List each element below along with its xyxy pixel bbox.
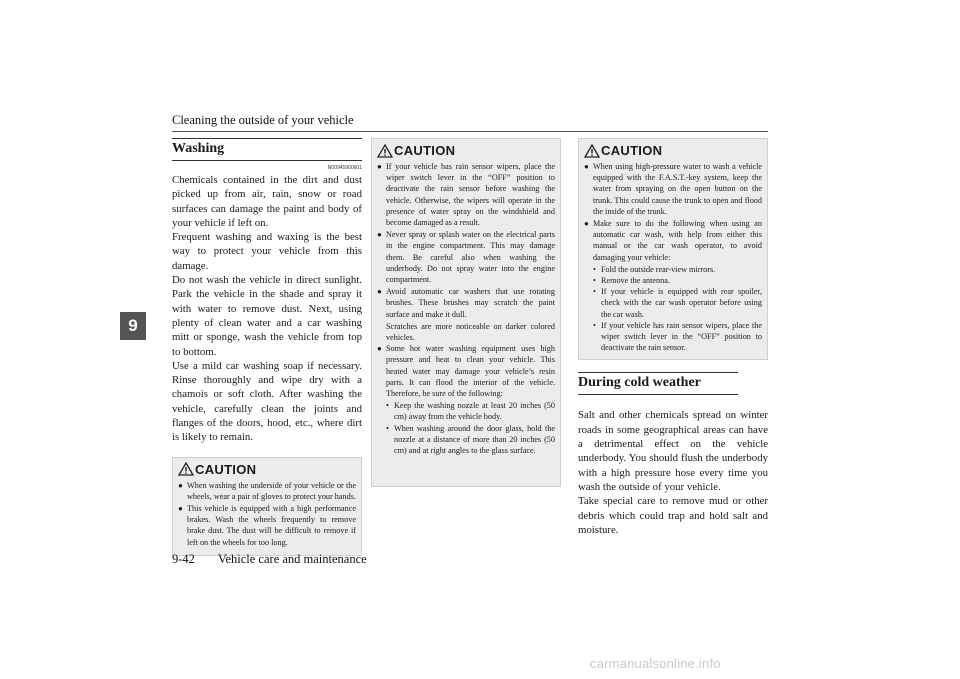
caution-item-text: When washing the underside of your vehicle or the wheels, wear a pair of gloves to protect your hands. <box>187 480 356 501</box>
paragraph: Frequent washing and waxing is the best way to protect your vehicle from this damage. <box>172 231 362 272</box>
caution-label: CAUTION <box>394 143 456 158</box>
caution-subitem <box>584 264 762 275</box>
caution-subitem <box>377 400 555 422</box>
caution-item <box>377 286 555 320</box>
bullet-icon: • <box>386 401 389 411</box>
paragraph: Take special care to remove mud or other debris which could trap and hold salt and moisture. <box>578 495 768 536</box>
caution-title <box>377 143 555 158</box>
bullet-icon: ● <box>178 480 183 490</box>
page-header-title: Cleaning the outside of your vehicle <box>172 113 354 127</box>
bullet-icon: • <box>593 264 596 274</box>
paragraph: Use a mild car washing soap if necessary. Rinse thoroughly and wipe dry with a chamois or soft cloth. After washing the vehicle, carefully clean the joints and flanges of the doors, hood, etc., where dirt is likely to remain. <box>172 359 362 444</box>
caution-note: Scratches are more noticeable on darker colored vehicles. <box>386 321 555 343</box>
caution-item-text: Never spray or splash water on the electrical parts in the engine compartment. This may damage them. Be careful also when washing the underbody. Do not spray water into the engine compartment. <box>386 230 555 285</box>
column-caution-3 <box>578 138 768 537</box>
bullet-icon: ● <box>377 344 382 354</box>
section-heading-washing: Washing <box>172 138 362 161</box>
caution-subitem-text: When washing around the door glass, hold the nozzle at a distance of more than 20 inches (50 cm) and at right angles to the glass surface. <box>394 423 555 456</box>
caution-item-text: When using high-pressure water to wash a vehicle equipped with the F.A.S.T.-key system, keep the water from spraying on the open button on the trunk. This could cause the trunk to open and flood the inside of the trunk. <box>593 162 762 216</box>
caution-title <box>584 143 762 158</box>
caution-label: CAUTION <box>195 461 257 477</box>
caution-subitem-text: Fold the outside rear-view mirrors. <box>601 264 716 274</box>
footer-section: Vehicle care and maintenance <box>217 552 367 566</box>
caution-box <box>172 457 362 556</box>
column-washing <box>172 138 362 556</box>
cold-weather-body <box>578 408 768 537</box>
page-footer <box>172 552 367 567</box>
chapter-tab: 9 <box>120 312 146 340</box>
caution-item-text: This vehicle is equipped with a high performance brakes. Wash the wheels frequently to remove brake dust. The dust will be difficult to remove if left on the wheels for too long. <box>187 504 356 547</box>
caution-subitem <box>584 275 762 286</box>
caution-item-text: Make sure to do the following when using an automatic car wash, with help from either this manual or the car wash operator, to avoid damaging your vehicle: <box>593 219 762 262</box>
paragraph: Do not wash the vehicle in direct sunlight. Park the vehicle in the shade and spray it with water to remove dust. Next, using plenty of clean water and a car washing mitt or sponge, wash the vehicle from top to bottom. <box>172 274 362 358</box>
caution-box <box>578 138 768 360</box>
caution-item <box>178 503 356 548</box>
caution-item <box>178 480 356 502</box>
bullet-icon: • <box>593 276 596 286</box>
page-number: 9-42 <box>172 552 195 566</box>
warning-triangle-icon <box>584 144 600 158</box>
bullet-icon: ● <box>377 230 382 240</box>
bullet-icon: • <box>593 320 596 330</box>
header-rule <box>172 131 768 132</box>
bullet-icon: ● <box>584 162 589 171</box>
caution-item <box>377 229 555 285</box>
caution-item <box>377 161 555 228</box>
caution-item <box>584 218 762 263</box>
caution-label: CAUTION <box>601 143 663 158</box>
watermark: carmanualsonline.info <box>590 656 721 671</box>
bullet-icon: • <box>593 287 596 297</box>
paragraph: Chemicals contained in the dirt and dust picked up from air, rain, snow or road surfaces can damage the paint and body of your vehicle if left on. <box>172 174 362 229</box>
caution-subitem-text: Keep the washing nozzle at least 20 inches (50 cm) away from the vehicle body. <box>394 401 555 422</box>
caution-item-text: Avoid automatic car washers that use rotating brushes. These brushes may scratch the paint surface and make it dull. <box>386 287 555 319</box>
caution-subitem <box>584 286 762 320</box>
caution-subitem-text: If your vehicle is equipped with rear spoiler, check with the car wash operator before using the car wash. <box>601 287 762 319</box>
caution-subitem-text: If your vehicle has rain sensor wipers, place the wiper switch lever in the “OFF” position to deactivate the rain sensor. <box>601 320 762 353</box>
section-code: N00945900601 <box>327 165 362 171</box>
bullet-icon: ● <box>584 219 589 229</box>
caution-box <box>371 138 561 487</box>
washing-body <box>172 173 362 445</box>
caution-item <box>584 161 762 217</box>
caution-subitem <box>377 423 555 457</box>
bullet-icon: • <box>386 423 389 433</box>
warning-triangle-icon <box>178 462 194 476</box>
caution-subitem-text: Remove the antenna. <box>601 276 670 286</box>
column-caution-2 <box>371 138 561 487</box>
bullet-icon: ● <box>377 287 382 297</box>
caution-item-text: If your vehicle has rain sensor wipers, place the wiper switch lever in the “OFF” position to deactivate the rain sensor before washing the vehicle. Otherwise, the wipers will operate in the presence of water spray on the windshield and become damaged as a result. <box>386 162 555 228</box>
warning-triangle-icon <box>377 144 393 158</box>
caution-subitem <box>584 320 762 354</box>
bullet-icon: ● <box>178 504 183 514</box>
caution-item-text: Some hot water washing equipment uses high pressure and heat to clean your vehicle. This heated water may damage your vehicle’s resin parts. It can flood the interior of the vehicle. Therefore, be sure of the following: <box>386 344 555 399</box>
caution-item <box>377 343 555 399</box>
bullet-icon: ● <box>377 162 382 171</box>
section-heading-cold-weather: During cold weather <box>578 372 738 395</box>
caution-title <box>178 462 356 477</box>
paragraph: Salt and other chemicals spread on winter roads in some geographical areas can have a detrimental effect on the vehicle underbody. You should flush the underbody with a high pressure hose every time you wash the outside of your vehicle. <box>578 409 768 493</box>
